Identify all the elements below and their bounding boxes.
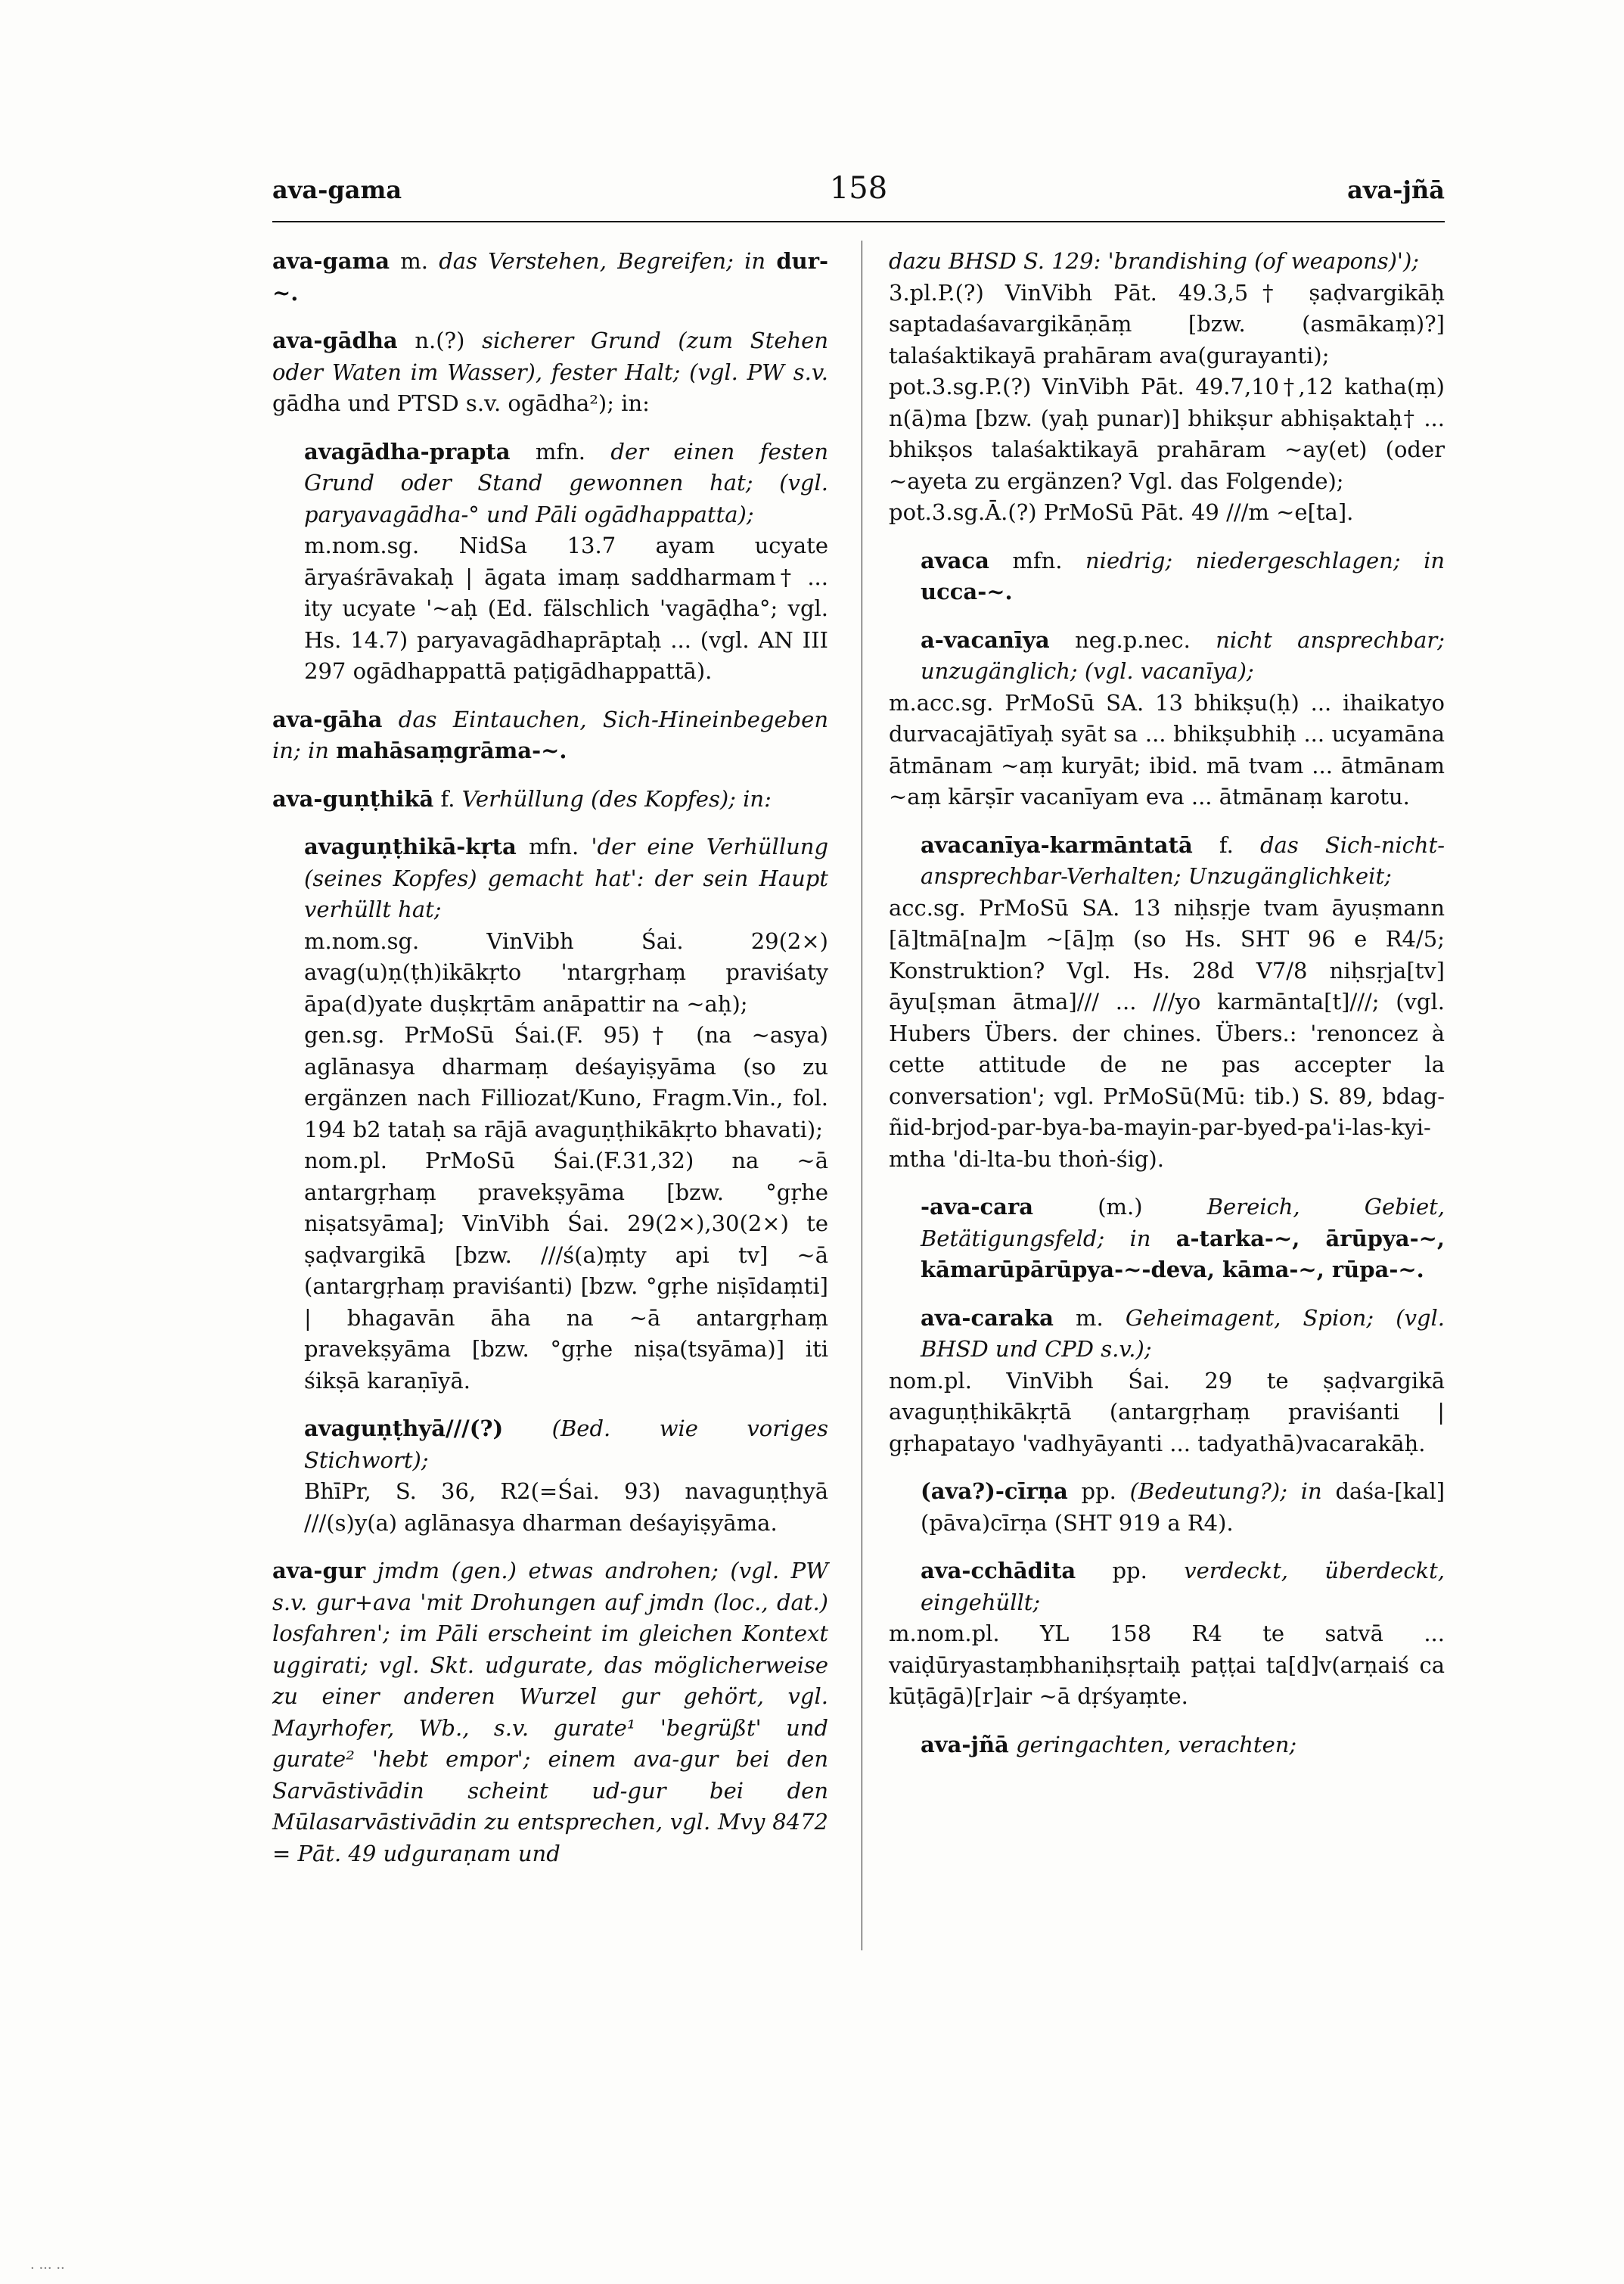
entry-gloss: Geheimagent, Spion; (vgl. BHSD und CPD s.v.); <box>921 1304 1445 1362</box>
entry-gloss: niedrig; niedergeschlagen; in <box>1085 547 1445 573</box>
entry-lemma: ava-gama <box>272 248 390 274</box>
entry-lemma: avaca <box>921 547 989 573</box>
entry-lemma: (ava?)-cīrṇa <box>921 1478 1068 1504</box>
entry-grammar: pp. <box>1112 1558 1147 1583</box>
entry-tail: gādha und PTSD s.v. ogādha²); in: <box>272 390 650 416</box>
entry-gloss: das Eintauchen, Sich-Hineinbegeben in; in <box>272 706 829 763</box>
entry-citation: m.nom.pl. YL 158 R4 te satvā ... vaiḍūryastaṃbhaniḥsṛtaiḥ paṭṭai ta[d]v(arṇaiś ca kūṭāgā)[r]air ~ā dṛśyaṃte. <box>889 1621 1445 1709</box>
entry-gloss: Bereich, Gebiet, Betätigungsfeld; in <box>921 1194 1445 1251</box>
entry-grammar: f. <box>440 785 455 812</box>
entry-lemma: ava-gādha <box>272 328 398 353</box>
entry-tail: daśa-[kal](pāva)cīrṇa (SHT 919 a R4). <box>921 1478 1445 1536</box>
entry-lemma: ava-caraka <box>921 1304 1054 1331</box>
dictionary-entry <box>272 325 828 420</box>
dictionary-entry <box>889 1303 1445 1460</box>
entry-gloss: (Bed. wie voriges Stichwort); <box>304 1415 828 1473</box>
entry-citation: nom.pl. VinVibh Śai. 29 te ṣaḍvargikā avaguṇṭhikākṛtā (antargṛhaṃ praviśanti | gṛhapatayo 'vadhyāyanti ... tadyathā)vacarakāḥ. <box>889 1367 1445 1456</box>
entry-lemma: ava-cchādita <box>921 1558 1076 1583</box>
entry-gloss: (Bedeutung?); in <box>1129 1478 1322 1504</box>
entry-citation: acc.sg. PrMoSū SA. 13 niḥsṛje tvam āyuṣmann [ā]tmā[na]m ~[ā]ṃ (so Hs. SHT 96 e R4/5; Konstruktion? Vgl. Hs. 28d V7/8 niḥsṛja[tv] āyu[ṣman ātma]/// ... ///yo karmānta[t]///; (vgl. Hubers Übers. der chines. Übers.: 'renoncez à cette attitude de ne pas accepter la conversation'; vgl. PrMoSū(Mū: tib.) S. 89, bdag-ñid-brjod-par-bya-ba-mayin-par-byed-pa'i-las-kyi-mtha 'di-lta-bu thoṅ-śig). <box>889 894 1445 1172</box>
entry-citation: m.acc.sg. PrMoSū SA. 13 bhikṣu(ḥ) ... ihaikatyo durvacajātīyaḥ syāt sa ... bhikṣubhiḥ ... ucyamāna ātmānam ~aṃ kuryāt; ibid. mā tvam ... ātmānam ~aṃ kārṣīr vacanīyam eva ... ātmānaṃ karotu. <box>889 689 1445 809</box>
dictionary-entry <box>889 1555 1445 1713</box>
entry-lemma: a-vacanīya <box>921 626 1050 653</box>
entry-lemma: avaguṇṭhyā///(?) <box>304 1415 504 1441</box>
entry-gloss: Verhüllung (des Kopfes); in: <box>461 785 772 812</box>
entry-citation: m.nom.sg. NidSa 13.7 ayam ucyate āryaśrāvakaḥ | āgata imaṃ saddharmam† ... ity ucyate '~aḥ (Ed. fälschlich 'vagāḍha°; vgl. Hs. 14.7) paryavagādhaprāptaḥ ... (vgl. AN III 297 ogādhappattā paṭigādhappattā). <box>304 533 828 684</box>
dictionary-entry <box>272 437 828 688</box>
dictionary-entry <box>272 1555 828 1869</box>
entry-continuation-text: dazu BHSD S. 129: 'brandishing (of weapons)'); <box>889 248 1420 274</box>
entry-grammar: mfn. <box>1012 547 1063 573</box>
entry-grammar: f. <box>1219 831 1234 858</box>
entry-citation: 3.pl.P.(?) VinVibh Pāt. 49.3,5† ṣaḍvargikāḥ saptadaśavargikāṇāṃ [bzw. (asmākaṃ)?] talaśaktikayā prahāram ava(gurayanti); <box>889 279 1445 368</box>
entry-gloss: nicht ansprechbar; unzugänglich; (vgl. vacanīya); <box>921 626 1445 684</box>
entry-gloss: das Sich-nicht-ansprechbar-Verhalten; Unzugänglichkeit; <box>921 831 1445 889</box>
dictionary-entry <box>889 830 1445 1176</box>
entry-lemma: avacanīya-karmāntatā <box>921 831 1193 858</box>
entry-lemma: -ava-cara <box>921 1194 1034 1220</box>
entry-grammar: mfn. <box>529 834 579 859</box>
dictionary-entry <box>272 246 828 309</box>
entry-grammar: n.(?) <box>415 328 465 353</box>
entry-tail: mahāsaṃgrāma-~. <box>336 738 567 763</box>
entry-lemma: ava-gur <box>272 1558 366 1583</box>
dictionary-entry <box>272 831 828 1397</box>
dictionary-entry-continuation <box>889 246 1445 529</box>
entry-lemma: ava-jñā <box>921 1731 1009 1757</box>
entry-grammar: (m.) <box>1098 1194 1143 1220</box>
entry-gloss: der einen festen Grund oder Stand gewonnen hat; (vgl. paryavagādha-° und Pāli ogādhappatta); <box>304 438 829 527</box>
entry-grammar: pp. <box>1081 1478 1116 1504</box>
dictionary-entry <box>889 545 1445 608</box>
dictionary-entry <box>272 784 828 816</box>
entry-tail: a-tarka-~, ārūpya-~, kāmarūpārūpya-~-deva, kāma-~, rūpa-~. <box>921 1225 1445 1282</box>
entry-lemma: avaguṇṭhikā-kṛta <box>304 834 517 859</box>
entry-citation: m.nom.sg. VinVibh Śai. 29(2×) avag(u)ṇ(ṭh)ikākṛto 'ntargṛhaṃ praviśaty āpa(d)yate duṣkṛtām anāpattir na ~aḥ); <box>304 928 828 1017</box>
running-head-left: ava-gama <box>272 176 402 204</box>
dictionary-entry <box>889 1729 1445 1761</box>
entry-tail: ucca-~. <box>921 579 1013 604</box>
entry-gloss: jmdm (gen.) etwas androhen; (vgl. PW s.v. gur+ava 'mit Drohungen auf jmdn (loc., dat.) losfahren'; im Pāli erscheint im gleichen Kontext uggirati; vgl. Skt. udgurate, das möglicherweise zu einer anderen Wurzel gur gehört, vgl. Mayrhofer, Wb., s.v. gurate¹ 'begrüßt' und gurate² 'hebt empor'; einem ava-gur bei den Sarvāstivādin scheint ud-gur bei den Mūlasarvāstivādin zu entsprechen, vgl. Mvy 8472 = Pāt. 49 udguraṇam und <box>272 1558 829 1866</box>
entry-citation: gen.sg. PrMoSū Śai.(F. 95)† (na ~asya) aglānasya dharmaṃ deśayiṣyāma (so zu ergänzen nach Filliozat/Kuno, Fragm.Vin., fol. 194 b2 tataḥ sa rājā avaguṇṭhikākṛto bhavati); <box>304 1022 828 1142</box>
scan-corner-mark: · ··· ·· <box>30 2261 65 2276</box>
page-number: 158 <box>829 171 888 206</box>
entry-citation: nom.pl. PrMoSū Śai.(F.31,32) na ~ā antargṛhaṃ pravekṣyāma [bzw. °gṛhe niṣatsyāma]; VinVibh Śai. 29(2×),30(2×) te ṣaḍvargikā [bzw. ///ś(a)ṃty api tv] ~ā (antargṛhaṃ praviśanti) [bzw. °gṛhe niṣīdaṃti] | bhagavān āha na ~ā antargṛhaṃ pravekṣyāma [bzw. °gṛhe niṣa(tsyāma)] iti śikṣā karaṇīyā. <box>304 1148 828 1394</box>
entry-gloss: das Verstehen, Begreifen; in <box>439 248 766 274</box>
dictionary-entry <box>889 1192 1445 1286</box>
entry-citation: pot.3.sg.Ā.(?) PrMoSū Pāt. 49 ///m ~e[ta]. <box>889 499 1354 525</box>
right-column <box>889 246 1445 1777</box>
entry-gloss: geringachten, verachten; <box>1016 1731 1297 1757</box>
dictionary-entry <box>272 1413 828 1539</box>
left-column <box>272 246 828 1886</box>
entry-grammar: m. <box>400 248 428 274</box>
dictionary-entry <box>889 1476 1445 1539</box>
entry-gloss: 'der eine Verhüllung (seines Kopfes) gemacht hat': der sein Haupt verhüllt hat; <box>304 834 829 922</box>
entry-citation: pot.3.sg.P.(?) VinVibh Pāt. 49.7,10†,12 katha(ṃ) n(ā)ma [bzw. (yaḥ punar)] bhikṣur abhiṣaktaḥ† ... bhikṣos talaśaktikayā prahāram ~ay(et) (oder ~ayeta zu ergänzen? Vgl. das Folgende); <box>889 374 1445 494</box>
entry-grammar: mfn. <box>535 438 586 465</box>
entry-gloss: sicherer Grund (zum Stehen oder Waten im Wasser), fester Halt; (vgl. PW s.v. <box>272 328 829 385</box>
entry-lemma: ava-guṇṭhikā <box>272 785 434 812</box>
entry-lemma: avagādha-prapta <box>304 438 511 465</box>
entry-grammar: m. <box>1076 1304 1104 1331</box>
entry-tail: dur-~. <box>272 248 829 306</box>
dictionary-entry <box>272 704 828 767</box>
header-rule <box>272 221 1445 222</box>
entry-gloss: verdeckt, überdeckt, eingehüllt; <box>921 1558 1445 1615</box>
entry-lemma: ava-gāha <box>272 706 383 732</box>
page-header <box>272 171 1445 213</box>
dictionary-entry <box>889 625 1445 813</box>
entry-citation: BhīPr, S. 36, R2(=Śai. 93) navaguṇṭhyā ///(s)y(a) aglānasya dharman deśayiṣyāma. <box>304 1478 828 1536</box>
running-head-right: ava-jñā <box>1347 176 1445 204</box>
entry-grammar: neg.p.nec. <box>1075 626 1191 653</box>
